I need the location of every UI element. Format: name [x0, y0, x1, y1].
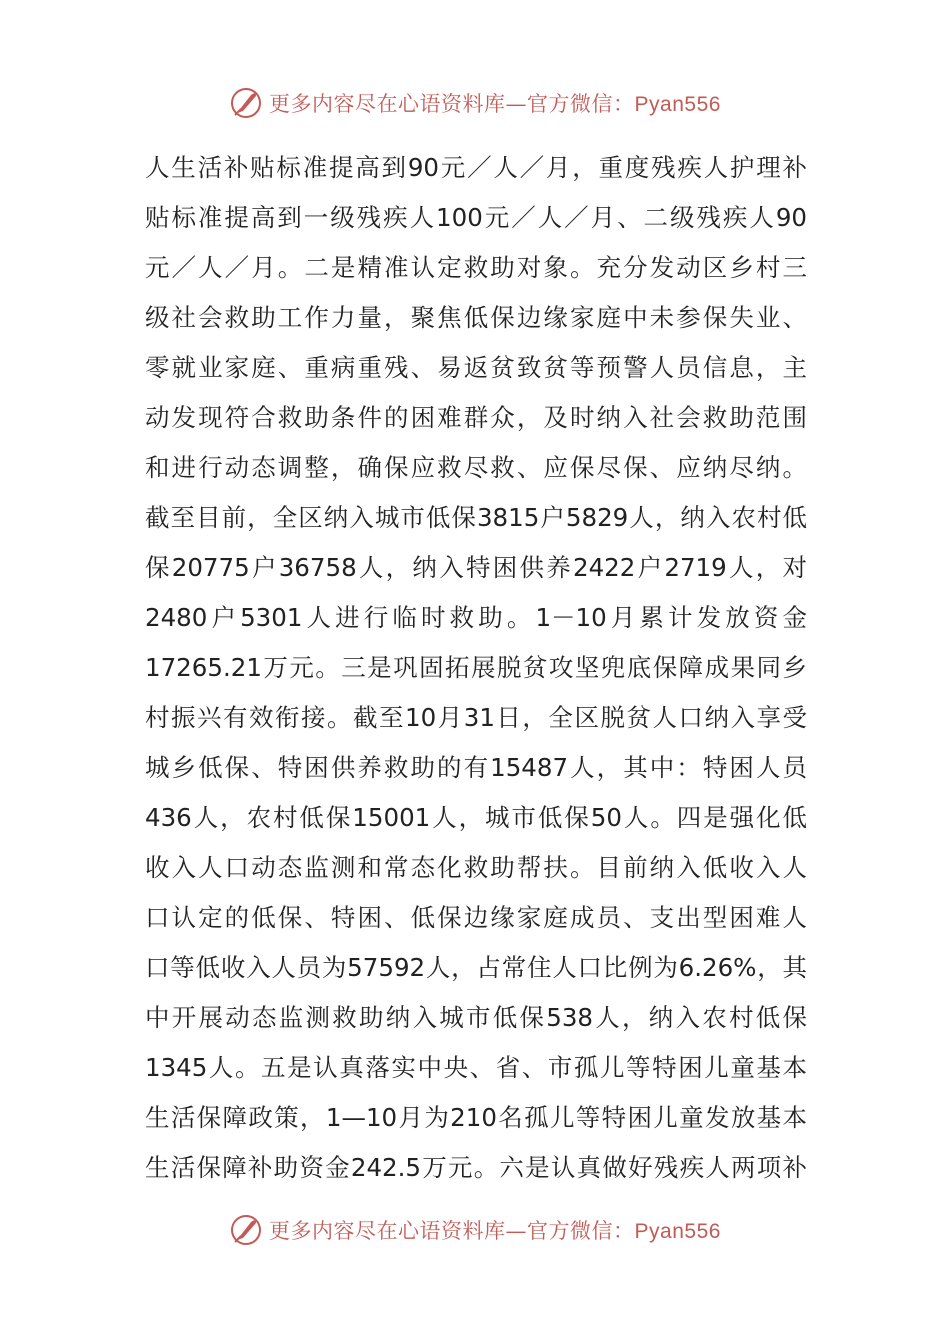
- body-line: 中开展动态监测救助纳入城市低保538人，纳入农村低保: [145, 1003, 807, 1032]
- body-line: 村振兴有效衔接。截至10月31日，全区脱贫人口纳入享受: [145, 703, 807, 732]
- body-line: 生活保障补助资金242.5万元。六是认真做好残疾人两项补: [145, 1153, 807, 1182]
- body-line: 口认定的低保、特困、低保边缘家庭成员、支出型困难人: [145, 903, 807, 932]
- footer-banner-text: [269, 1215, 721, 1245]
- body-line: 城乡低保、特困供养救助的有15487人，其中：特困人员: [145, 753, 807, 782]
- footer-banner: [0, 1210, 950, 1250]
- body-line: 收入人口动态监测和常态化救助帮扶。目前纳入低收入人: [145, 853, 807, 882]
- body-line: 零就业家庭、重病重残、易返贫致贫等预警人员信息，主: [145, 353, 807, 382]
- quill-pen-icon: [229, 1213, 263, 1247]
- body-line: 生活保障政策，1—10月为210名孤儿等特困儿童发放基本: [145, 1103, 807, 1132]
- body-line: 截至目前，全区纳入城市低保3815户5829人，纳入农村低: [145, 503, 807, 532]
- body-line: 元／人／月。二是精准认定救助对象。充分发动区乡村三: [145, 253, 807, 282]
- body-line: 保20775户36758人，纳入特困供养2422户2719人，对: [145, 553, 807, 582]
- body-line: 口等低收入人员为57592人，占常住人口比例为6.26%，其: [145, 953, 807, 982]
- header-banner: [0, 83, 950, 123]
- body-line: 动发现符合救助条件的困难群众，及时纳入社会救助范围: [145, 403, 807, 432]
- body-line: 2480户5301人进行临时救助。1－10月累计发放资金: [145, 603, 807, 632]
- body-line: 436人，农村低保15001人，城市低保50人。四是强化低: [145, 803, 807, 832]
- body-line: 1345人。五是认真落实中央、省、市孤儿等特困儿童基本: [145, 1053, 807, 1082]
- footer-wechat-id: Pyan556: [634, 1220, 721, 1243]
- quill-pen-icon: [229, 86, 263, 120]
- footer-banner-label: 更多内容尽在心语资料库—官方微信：: [269, 1219, 635, 1243]
- body-line: 17265.21万元。三是巩固拓展脱贫攻坚兜底保障成果同乡: [145, 653, 807, 682]
- header-banner-text: [269, 88, 721, 118]
- body-line: 和进行动态调整，确保应救尽救、应保尽保、应纳尽纳。: [145, 453, 807, 482]
- body-line: 人生活补贴标准提高到90元／人／月，重度残疾人护理补: [145, 153, 807, 182]
- header-banner-label: 更多内容尽在心语资料库—官方微信：: [269, 92, 635, 116]
- header-wechat-id: Pyan556: [634, 93, 721, 116]
- body-line: 级社会救助工作力量，聚焦低保边缘家庭中未参保失业、: [145, 303, 807, 332]
- body-line: 贴标准提高到一级残疾人100元／人／月、二级残疾人90: [145, 203, 807, 232]
- document-body: [145, 143, 807, 1193]
